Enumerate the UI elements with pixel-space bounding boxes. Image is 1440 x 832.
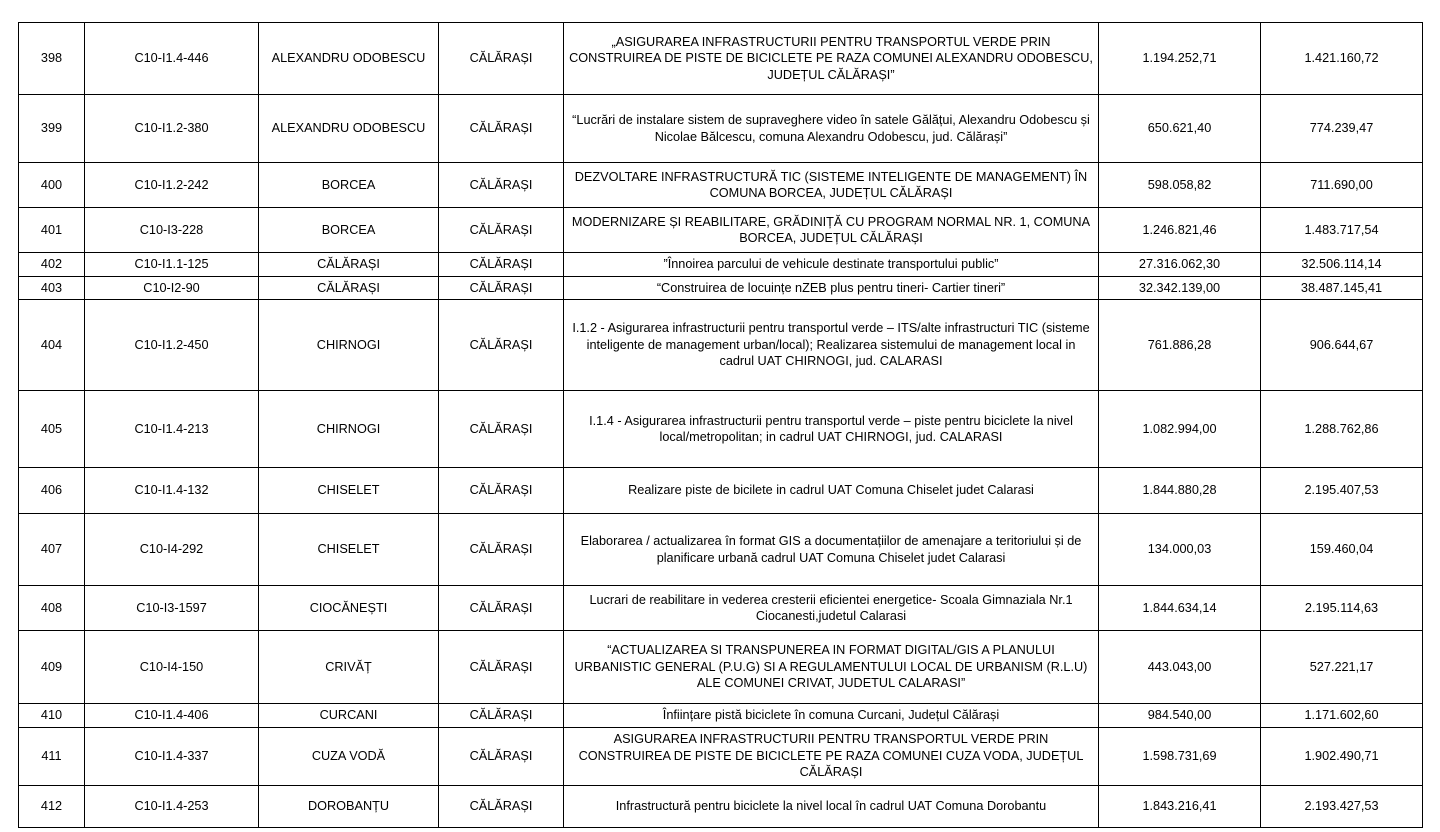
cell-value-1: 1.082.994,00 — [1099, 391, 1261, 468]
cell-value-1: 598.058,82 — [1099, 163, 1261, 208]
cell-uat: CIOCĂNEȘTI — [259, 586, 439, 631]
cell-value-1: 27.316.062,30 — [1099, 253, 1261, 277]
table-row — [19, 468, 1423, 514]
cell-value-2: 527.221,17 — [1261, 631, 1423, 704]
cell-uat: BORCEA — [259, 208, 439, 253]
cell-value-1: 1.246.821,46 — [1099, 208, 1261, 253]
cell-code: C10-I1.4-337 — [85, 727, 259, 785]
cell-value-2: 1.483.717,54 — [1261, 208, 1423, 253]
cell-title: Înființare pistă biciclete în comuna Curcani, Județul Călărași — [564, 704, 1099, 728]
table-row — [19, 727, 1423, 785]
cell-nr: 409 — [19, 631, 85, 704]
table-row — [19, 208, 1423, 253]
cell-title: Elaborarea / actualizarea în format GIS a documentațiilor de amenajare a teritoriului și de planificare urbană cadrul UAT Comuna Chiselet judet Calarasi — [564, 514, 1099, 586]
cell-county: CĂLĂRAȘI — [439, 23, 564, 95]
cell-county: CĂLĂRAȘI — [439, 586, 564, 631]
cell-title: MODERNIZARE ȘI REABILITARE, GRĂDINIȚĂ CU PROGRAM NORMAL NR. 1, COMUNA BORCEA, JUDEȚUL CĂLĂRAȘI — [564, 208, 1099, 253]
cell-nr: 402 — [19, 253, 85, 277]
cell-title: ”Înnoirea parcului de vehicule destinate transportului public” — [564, 253, 1099, 277]
cell-title: Lucrari de reabilitare in vederea cresterii eficientei energetice- Scoala Gimnaziala Nr.1 Ciocanesti,judetul Calarasi — [564, 586, 1099, 631]
cell-code: C10-I4-150 — [85, 631, 259, 704]
projects-table — [18, 22, 1423, 828]
table-row — [19, 586, 1423, 631]
cell-title: “Lucrări de instalare sistem de supraveghere video în satele Gălățui, Alexandru Odobescu și Nicolae Bălcescu, comuna Alexandru Odobescu, jud. Călărași” — [564, 95, 1099, 163]
cell-title: „ASIGURAREA INFRASTRUCTURII PENTRU TRANSPORTUL VERDE PRIN CONSTRUIREA DE PISTE DE BICICLETE PE RAZA COMUNEI ALEXANDRU ODOBESCU, JUDEȚUL CĂLĂRAȘI” — [564, 23, 1099, 95]
cell-value-2: 711.690,00 — [1261, 163, 1423, 208]
cell-value-2: 1.288.762,86 — [1261, 391, 1423, 468]
cell-value-2: 774.239,47 — [1261, 95, 1423, 163]
cell-title: Realizare piste de bicilete in cadrul UAT Comuna Chiselet judet Calarasi — [564, 468, 1099, 514]
cell-title: I.1.2 - Asigurarea infrastructurii pentru transportul verde – ITS/alte infrastructuri TIC (sisteme inteligente de management urban/local); Realizarea sistemului de management local in cadrul UAT CHIRNOGI, jud. CALARASI — [564, 300, 1099, 391]
cell-title: Infrastructură pentru biciclete la nivel local în cadrul UAT Comuna Dorobantu — [564, 785, 1099, 827]
cell-county: CĂLĂRAȘI — [439, 468, 564, 514]
cell-county: CĂLĂRAȘI — [439, 208, 564, 253]
cell-value-2: 1.421.160,72 — [1261, 23, 1423, 95]
cell-value-2: 32.506.114,14 — [1261, 253, 1423, 277]
cell-county: CĂLĂRAȘI — [439, 727, 564, 785]
table-row — [19, 163, 1423, 208]
cell-value-2: 2.195.114,63 — [1261, 586, 1423, 631]
cell-code: C10-I1.4-446 — [85, 23, 259, 95]
table-row — [19, 514, 1423, 586]
cell-nr: 403 — [19, 276, 85, 300]
cell-value-1: 1.598.731,69 — [1099, 727, 1261, 785]
cell-uat: CUZA VODĂ — [259, 727, 439, 785]
cell-value-2: 906.644,67 — [1261, 300, 1423, 391]
cell-value-1: 134.000,03 — [1099, 514, 1261, 586]
cell-nr: 399 — [19, 95, 85, 163]
cell-uat: CHISELET — [259, 468, 439, 514]
cell-value-2: 159.460,04 — [1261, 514, 1423, 586]
cell-nr: 411 — [19, 727, 85, 785]
cell-uat: CURCANI — [259, 704, 439, 728]
cell-title: I.1.4 - Asigurarea infrastructurii pentru transportul verde – piste pentru biciclete la nivel local/metropolitan; in cadrul UAT CHIRNOGI, jud. CALARASI — [564, 391, 1099, 468]
cell-nr: 407 — [19, 514, 85, 586]
cell-uat: BORCEA — [259, 163, 439, 208]
cell-value-1: 761.886,28 — [1099, 300, 1261, 391]
cell-code: C10-I1.4-213 — [85, 391, 259, 468]
cell-uat: CRIVĂȚ — [259, 631, 439, 704]
projects-table-body — [19, 23, 1423, 828]
cell-code: C10-I1.2-380 — [85, 95, 259, 163]
cell-nr: 398 — [19, 23, 85, 95]
cell-county: CĂLĂRAȘI — [439, 163, 564, 208]
cell-code: C10-I3-228 — [85, 208, 259, 253]
cell-value-1: 1.844.880,28 — [1099, 468, 1261, 514]
cell-value-1: 1.194.252,71 — [1099, 23, 1261, 95]
cell-uat: CĂLĂRAȘI — [259, 276, 439, 300]
cell-code: C10-I3-1597 — [85, 586, 259, 631]
cell-code: C10-I1.4-253 — [85, 785, 259, 827]
cell-code: C10-I1.1-125 — [85, 253, 259, 277]
cell-code: C10-I4-292 — [85, 514, 259, 586]
cell-nr: 410 — [19, 704, 85, 728]
table-row — [19, 704, 1423, 728]
cell-uat: DOROBANȚU — [259, 785, 439, 827]
cell-county: CĂLĂRAȘI — [439, 631, 564, 704]
cell-county: CĂLĂRAȘI — [439, 704, 564, 728]
cell-county: CĂLĂRAȘI — [439, 276, 564, 300]
cell-uat: CHIRNOGI — [259, 391, 439, 468]
cell-nr: 404 — [19, 300, 85, 391]
cell-county: CĂLĂRAȘI — [439, 253, 564, 277]
cell-county: CĂLĂRAȘI — [439, 300, 564, 391]
cell-code: C10-I2-90 — [85, 276, 259, 300]
cell-nr: 401 — [19, 208, 85, 253]
cell-county: CĂLĂRAȘI — [439, 391, 564, 468]
table-row — [19, 23, 1423, 95]
cell-title: “ACTUALIZAREA SI TRANSPUNEREA IN FORMAT DIGITAL/GIS A PLANULUI URBANISTIC GENERAL (P.U.G) SI A REGULAMENTULUI LOCAL DE URBANISM (R.L.U) ALE COMUNEI CRIVAT, JUDETUL CALARASI” — [564, 631, 1099, 704]
cell-nr: 412 — [19, 785, 85, 827]
cell-title: DEZVOLTARE INFRASTRUCTURĂ TIC (SISTEME INTELIGENTE DE MANAGEMENT) ÎN COMUNA BORCEA, JUDEȚUL CĂLĂRAȘI — [564, 163, 1099, 208]
table-row — [19, 276, 1423, 300]
cell-code: C10-I1.4-132 — [85, 468, 259, 514]
cell-nr: 405 — [19, 391, 85, 468]
cell-value-1: 1.844.634,14 — [1099, 586, 1261, 631]
cell-value-1: 984.540,00 — [1099, 704, 1261, 728]
cell-code: C10-I1.2-242 — [85, 163, 259, 208]
cell-value-2: 2.195.407,53 — [1261, 468, 1423, 514]
table-row — [19, 253, 1423, 277]
cell-value-1: 1.843.216,41 — [1099, 785, 1261, 827]
table-row — [19, 785, 1423, 827]
cell-nr: 408 — [19, 586, 85, 631]
cell-uat: CHIRNOGI — [259, 300, 439, 391]
cell-uat: CĂLĂRAȘI — [259, 253, 439, 277]
cell-nr: 406 — [19, 468, 85, 514]
cell-uat: CHISELET — [259, 514, 439, 586]
cell-value-2: 38.487.145,41 — [1261, 276, 1423, 300]
cell-title: ASIGURAREA INFRASTRUCTURII PENTRU TRANSPORTUL VERDE PRIN CONSTRUIREA DE PISTE DE BICICLETE PE RAZA COMUNEI CUZA VODA, JUDEȚUL CĂLĂRAȘI — [564, 727, 1099, 785]
cell-nr: 400 — [19, 163, 85, 208]
cell-county: CĂLĂRAȘI — [439, 514, 564, 586]
table-row — [19, 300, 1423, 391]
cell-county: CĂLĂRAȘI — [439, 95, 564, 163]
cell-code: C10-I1.2-450 — [85, 300, 259, 391]
table-row — [19, 631, 1423, 704]
cell-value-2: 1.902.490,71 — [1261, 727, 1423, 785]
cell-value-2: 1.171.602,60 — [1261, 704, 1423, 728]
cell-title: “Construirea de locuințe nZEB plus pentru tineri- Cartier tineri” — [564, 276, 1099, 300]
cell-county: CĂLĂRAȘI — [439, 785, 564, 827]
cell-value-1: 650.621,40 — [1099, 95, 1261, 163]
cell-value-1: 443.043,00 — [1099, 631, 1261, 704]
table-row — [19, 391, 1423, 468]
cell-uat: ALEXANDRU ODOBESCU — [259, 95, 439, 163]
cell-value-1: 32.342.139,00 — [1099, 276, 1261, 300]
table-row — [19, 95, 1423, 163]
cell-value-2: 2.193.427,53 — [1261, 785, 1423, 827]
cell-uat: ALEXANDRU ODOBESCU — [259, 23, 439, 95]
cell-code: C10-I1.4-406 — [85, 704, 259, 728]
